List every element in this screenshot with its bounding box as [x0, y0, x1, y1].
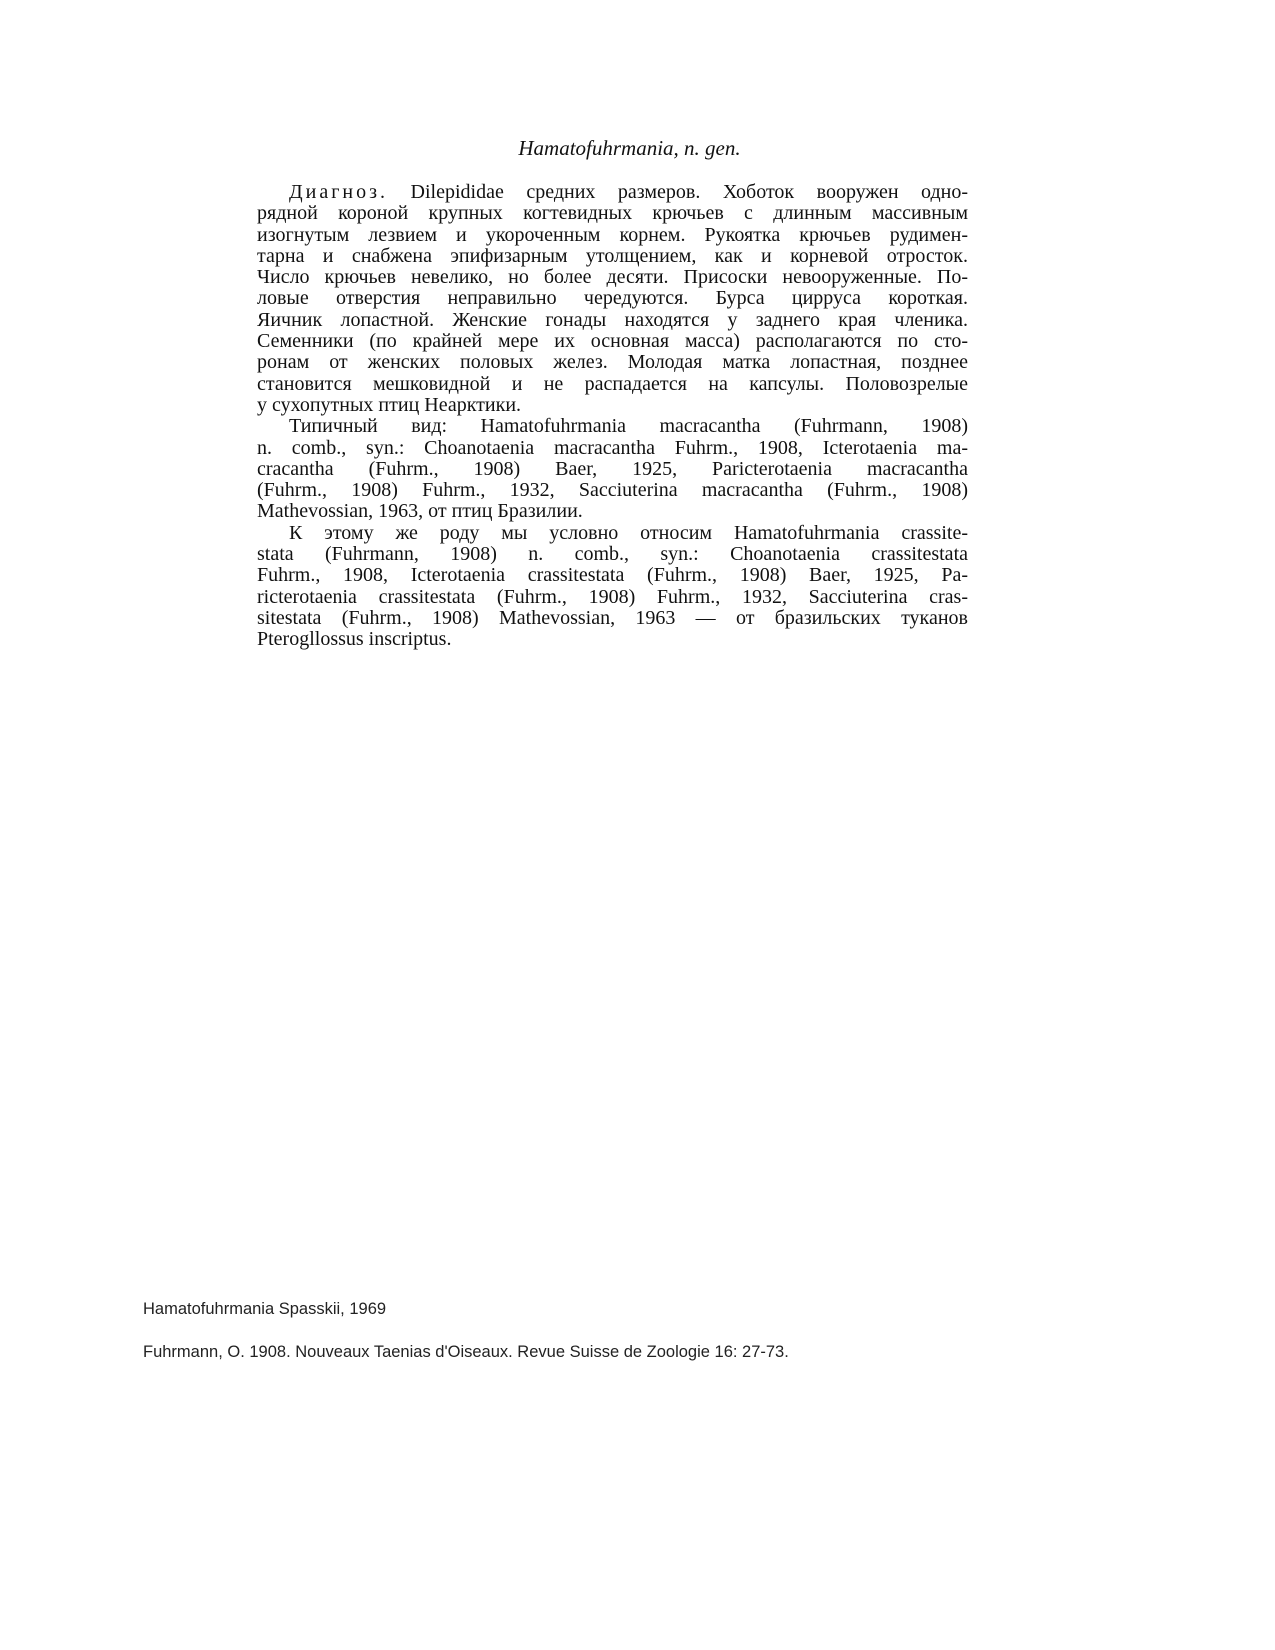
- text-line: у сухопутных птиц Неарктики.: [257, 393, 522, 416]
- genus-heading-text: Hamatofuhrmania, n. gen.: [518, 136, 741, 160]
- text-line: Fuhrm., 1908, Icterotaenia crassitestata (Fuhrm., 1908) Baer, 1925, Pa-: [257, 564, 968, 587]
- reference: Fuhrmann, O. 1908. Nouveaux Taenias d'Oiseaux. Revue Suisse de Zoologie 16: 27-73.: [143, 1343, 789, 1361]
- document-body: [257, 182, 968, 651]
- text-line: Mathevossian, 1963, от птиц Бразилии.: [257, 500, 583, 523]
- text-line: Семенники (по крайней мере их основная масса) располагаются по сто-: [257, 330, 968, 353]
- type-species-paragraph: [257, 416, 968, 522]
- text-line: тарна и снабжена эпифизарным утолщением, как и корневой отросток.: [257, 244, 968, 267]
- text-line: stata (Fuhrmann, 1908) n. comb., syn.: Choanotaenia crassitestata: [257, 543, 968, 566]
- text-line: изогнутым лезвием и укороченным корнем. Рукоятка крючьев рудимен-: [257, 223, 968, 246]
- citation-source: Hamatofuhrmania Spasskii, 1969: [143, 1300, 387, 1318]
- text-line: становится мешковидной и не распадается на капсулы. Половозрелые: [257, 372, 968, 395]
- text-line: ricterotaenia crassitestata (Fuhrm., 1908) Fuhrm., 1932, Sacciuterina cras-: [257, 585, 968, 608]
- text-line: ловые отверстия неправильно чередуются. Бурса цирруса короткая.: [257, 287, 968, 310]
- additional-species-paragraph: [257, 523, 968, 651]
- text-line: Типичный вид: Hamatofuhrmania macracantha (Fuhrmann, 1908): [289, 415, 968, 438]
- text-line: sitestata (Fuhrm., 1908) Mathevossian, 1963 — от бразильских туканов: [257, 606, 968, 629]
- text-line: ронам от женских половых желез. Молодая матка лопастная, позднее: [257, 351, 968, 374]
- text-line: Число крючьев невелико, но более десяти. Присоски невооруженные. По-: [257, 266, 968, 289]
- genus-heading: [0, 136, 1275, 161]
- text-line: рядной короной крупных когтевидных крючьев с длинным массивным: [257, 202, 968, 225]
- text-span: Dilepididae средних размеров. Хоботок вооружен одно-: [410, 181, 969, 203]
- text-line: cracantha (Fuhrm., 1908) Baer, 1925, Paricterotaenia macracantha: [257, 457, 968, 480]
- text-line: (Fuhrm., 1908) Fuhrm., 1932, Sacciuterina macracantha (Fuhrm., 1908): [257, 479, 968, 502]
- diagnosis-label: Диагноз.: [289, 181, 389, 203]
- text-line: n. comb., syn.: Choanotaenia macracantha Fuhrm., 1908, Icterotaenia ma-: [257, 436, 968, 459]
- text-line: Pterogllossus inscriptus.: [257, 628, 452, 651]
- text-line: Яичник лопастной. Женские гонады находятся у заднего края членика.: [257, 308, 968, 331]
- diagnosis-paragraph: [257, 182, 968, 416]
- text-line: [257, 182, 968, 203]
- text-line: К этому же роду мы условно относим Hamatofuhrmania crassite-: [289, 521, 968, 544]
